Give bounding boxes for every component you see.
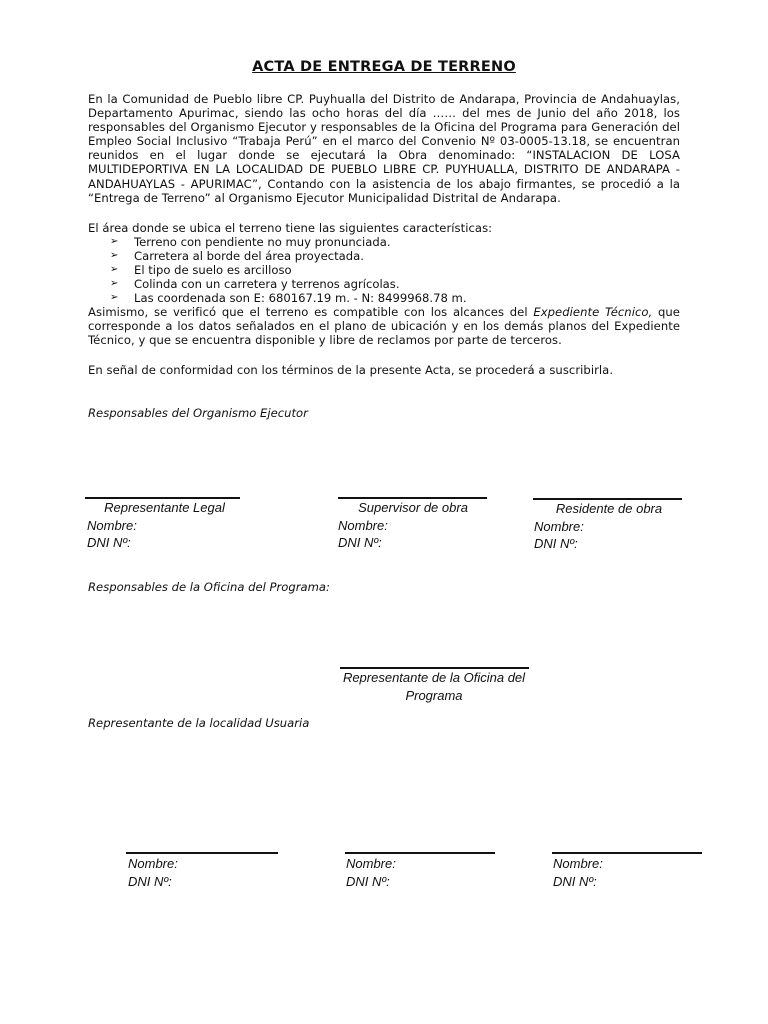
- signature-name-label: Nombre:: [346, 856, 396, 871]
- list-item: ➢ Terreno con pendiente no muy pronunciada.: [110, 235, 391, 249]
- signature-block-legal: [87, 499, 242, 552]
- signature-role: Representante de la Oficina del: [342, 670, 526, 685]
- signature-role: Residente de obra: [555, 501, 663, 516]
- arrow-bullet-icon: ➢: [110, 236, 119, 247]
- list-item: ➢ Las coordenada son E: 680167.19 m. - N: 8499968.78 m.: [110, 291, 467, 306]
- signature-dni-label: DNI Nº:: [346, 873, 390, 889]
- signature-dni-label: DNI Nº:: [87, 535, 131, 550]
- signature-dni-label: DNI Nº:: [128, 873, 172, 889]
- arrow-bullet-icon: ➢: [110, 250, 119, 262]
- signature-role: Programa: [405, 687, 463, 703]
- signature-name-label: Nombre:: [128, 856, 178, 871]
- characteristics-list: [110, 235, 467, 305]
- list-item: ➢ Colinda con un carretera y terrenos agrícolas.: [110, 277, 400, 292]
- signature-dni-label: DNI Nº:: [553, 873, 597, 889]
- list-item: ➢ Carretera al borde del área proyectada.: [110, 249, 364, 264]
- signature-dni-label: DNI Nº:: [534, 536, 578, 551]
- intro-paragraph: En la Comunidad de Pueblo libre CP. Puyhualla del Distrito de Andarapa, Provincia de Andahuaylas, Departamento Apurimac, siendo las ocho horas del día …… del mes de Junio del año 2018, los responsables del Organismo Ejecutor y responsables de la Oficina del Programa para Generación del Empleo Social Inclusivo “Trabaja Perú” en el marco del Convenio Nº 03-0005-13.18, se encuentran reunidos en el lugar donde se ejecutará la Obra denominado: “INSTALACION DE LOSA MULTIDEPORTIVA EN LA LOCALIDAD DE PUEBLO LIBRE CP. PUYHUALLA, DISTRITO DE ANDARAPA - ANDAHUAYLAS - APURIMAC”, Contando con la asistencia de los abajo firmantes, se procedió a la “Entrega de Terreno” al Organismo Ejecutor Municipalidad Distrital de Andarapa.: [88, 92, 680, 205]
- signature-dni-label: DNI Nº:: [338, 535, 382, 550]
- arrow-bullet-icon: ➢: [110, 264, 119, 276]
- signature-name-label: Nombre:: [338, 517, 388, 533]
- signature-line: [345, 852, 495, 854]
- section-oficina-label: Responsables de la Oficina del Programa:: [88, 580, 330, 594]
- signature-name-label: Nombre:: [534, 518, 584, 534]
- signature-name-label: Nombre:: [87, 517, 137, 533]
- signature-block-localidad-1: [128, 855, 278, 890]
- characteristics-intro: El área donde se ubica el terreno tiene las siguientes características:: [88, 221, 493, 235]
- list-item: ➢ El tipo de suelo es arcilloso: [110, 263, 292, 278]
- signature-role: Supervisor de obra: [358, 500, 468, 515]
- section-localidad-label: Representante de la localidad Usuaria: [88, 716, 310, 730]
- verification-paragraph: Asimismo, se verificó que el terreno es compatible con los alcances del Expediente Técnico, que corresponde a los datos señalados en el plano de ubicación y en los demás planos del Expediente Técnico, y que se encuentra disponible y libre de reclamos por parte de terceros.: [88, 305, 680, 348]
- section-ejecutor-label: Responsables del Organismo Ejecutor: [88, 406, 308, 420]
- signature-block-supervisor: [338, 499, 488, 552]
- conformity-paragraph: En señal de conformidad con los términos de la presente Acta, se procederá a suscribirla.: [88, 363, 614, 377]
- signature-name-label: Nombre:: [553, 856, 603, 871]
- signature-block-localidad-2: [346, 855, 496, 890]
- signature-block-localidad-3: [553, 855, 703, 890]
- document-title: ACTA DE ENTREGA DE TERRENO: [252, 59, 516, 75]
- signature-role: Representante Legal: [104, 500, 225, 515]
- signature-line: [126, 852, 278, 854]
- signature-block-oficina: [338, 669, 530, 704]
- signature-block-residente: [534, 500, 684, 553]
- arrow-bullet-icon: ➢: [110, 278, 119, 290]
- arrow-bullet-icon: ➢: [110, 292, 119, 304]
- signature-line: [552, 852, 702, 854]
